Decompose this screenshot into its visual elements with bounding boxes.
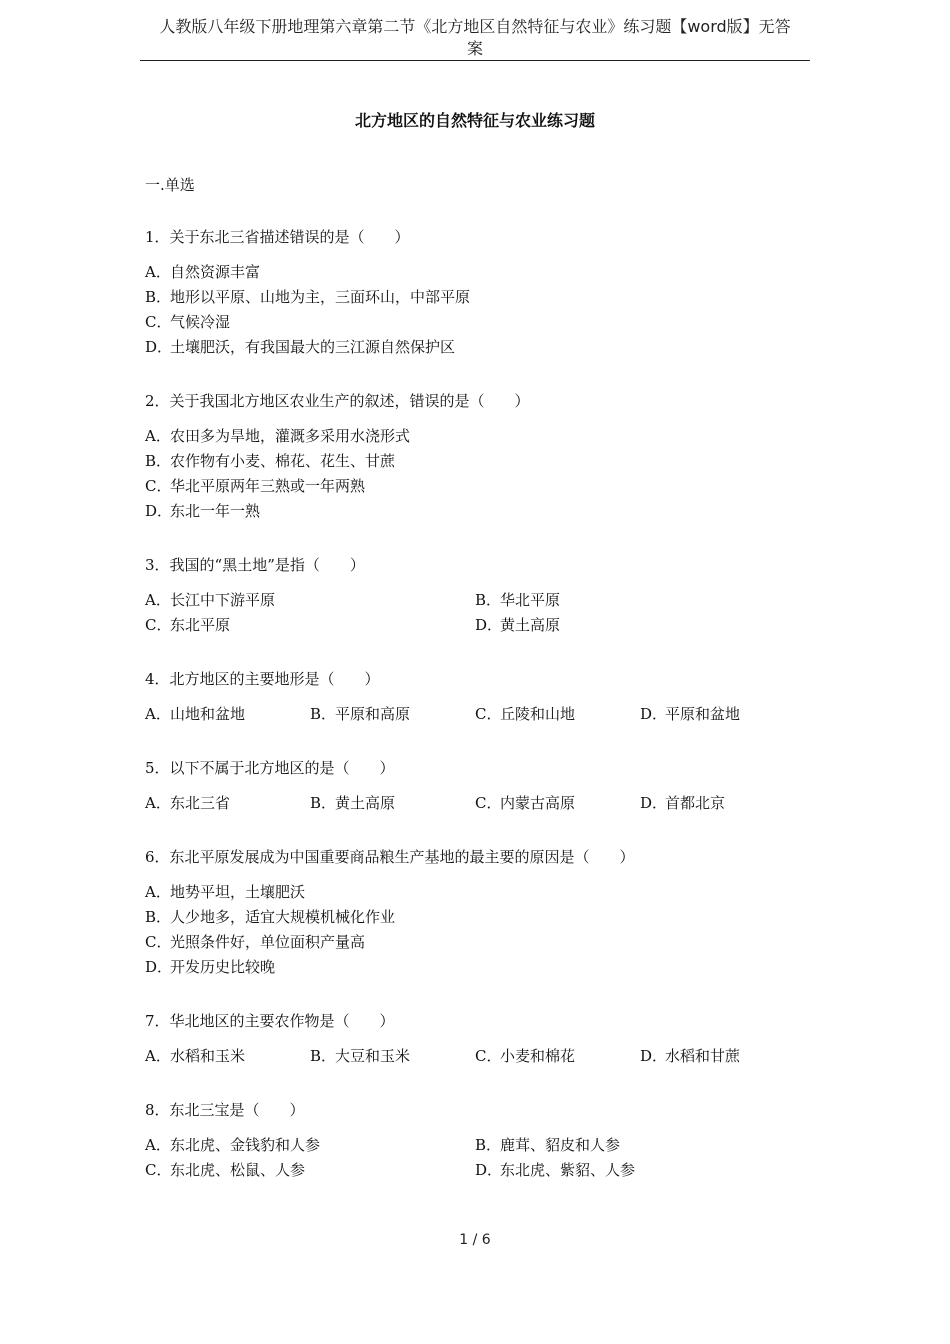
option-a: A．东北三省 xyxy=(145,794,231,812)
option-b: B．平原和高原 xyxy=(310,705,411,723)
question-stem: 6．东北平原发展成为中国重要商品粮生产基地的最主要的原因是（ ） xyxy=(145,848,635,866)
question-stem: 3．我国的“黑土地”是指（ ） xyxy=(145,556,365,574)
option-b: B．黄土高原 xyxy=(310,794,396,812)
option-d: D．黄土高原 xyxy=(475,616,561,634)
option-a: A．地势平坦，土壤肥沃 xyxy=(145,883,306,901)
option-a: A．长江中下游平原 xyxy=(145,591,276,609)
page-number: 1 / 6 xyxy=(459,1232,491,1248)
option-c: C．气候冷湿 xyxy=(145,313,231,331)
option-list xyxy=(145,1133,805,1183)
option-d: D．东北虎、紫貂、人参 xyxy=(475,1161,636,1179)
option-c: C．丘陵和山地 xyxy=(475,705,576,723)
question-stem: 1．关于东北三省描述错误的是（ ） xyxy=(145,228,410,246)
option-a: A．东北虎、金钱豹和人参 xyxy=(145,1136,321,1154)
question-stem: 8．东北三宝是（ ） xyxy=(145,1101,305,1119)
option-a: A．山地和盆地 xyxy=(145,705,246,723)
question-stem: 4．北方地区的主要地形是（ ） xyxy=(145,670,380,688)
question-stem: 2．关于我国北方地区农业生产的叙述，错误的是（ ） xyxy=(145,392,530,410)
option-c: C．内蒙古高原 xyxy=(475,794,576,812)
option-list xyxy=(145,702,805,727)
option-b: B．地形以平原、山地为主，三面环山，中部平原 xyxy=(145,288,471,306)
option-c: C．光照条件好，单位面积产量高 xyxy=(145,933,366,951)
option-c: C．东北平原 xyxy=(145,616,231,634)
question-5 xyxy=(145,757,805,816)
question-2 xyxy=(145,390,805,524)
option-b: B．鹿茸、貂皮和人参 xyxy=(475,1136,621,1154)
option-d: D．首都北京 xyxy=(640,794,726,812)
option-list xyxy=(145,260,805,360)
option-list xyxy=(145,1044,805,1069)
option-b: B．农作物有小麦、棉花、花生、甘蔗 xyxy=(145,452,396,470)
option-d: D．水稻和甘蔗 xyxy=(640,1047,741,1065)
section-heading: 一.单选 xyxy=(145,176,195,194)
question-1 xyxy=(145,226,805,360)
running-header xyxy=(140,16,810,60)
option-a: A．水稻和玉米 xyxy=(145,1047,246,1065)
question-6 xyxy=(145,846,805,980)
question-4 xyxy=(145,668,805,727)
option-b: B．人少地多，适宜大规模机械化作业 xyxy=(145,908,396,926)
header-line-2: 案 xyxy=(466,39,483,58)
question-stem: 5．以下不属于北方地区的是（ ） xyxy=(145,759,395,777)
option-d: D．开发历史比较晚 xyxy=(145,958,276,976)
option-list xyxy=(145,880,805,980)
option-c: C．东北虎、松鼠、人参 xyxy=(145,1161,306,1179)
question-7 xyxy=(145,1010,805,1069)
header-divider xyxy=(140,60,810,61)
option-b: B．大豆和玉米 xyxy=(310,1047,411,1065)
option-list xyxy=(145,424,805,524)
header-line-1: 人教版八年级下册地理第六章第二节《北方地区自然特征与农业》练习题【word版】无答 xyxy=(159,17,791,36)
option-list xyxy=(145,791,805,816)
option-list xyxy=(145,588,805,638)
document-title: 北方地区的自然特征与农业练习题 xyxy=(354,111,595,130)
question-8 xyxy=(145,1099,805,1183)
option-c: C．小麦和棉花 xyxy=(475,1047,576,1065)
question-3 xyxy=(145,554,805,638)
option-a: A．农田多为旱地，灌溉多采用水浇形式 xyxy=(145,427,411,445)
option-a: A．自然资源丰富 xyxy=(145,263,261,281)
question-stem: 7．华北地区的主要农作物是（ ） xyxy=(145,1012,395,1030)
option-d: D．平原和盆地 xyxy=(640,705,741,723)
option-b: B．华北平原 xyxy=(475,591,561,609)
option-d: D．土壤肥沃，有我国最大的三江源自然保护区 xyxy=(145,338,456,356)
option-c: C．华北平原两年三熟或一年两熟 xyxy=(145,477,366,495)
option-d: D．东北一年一熟 xyxy=(145,502,261,520)
